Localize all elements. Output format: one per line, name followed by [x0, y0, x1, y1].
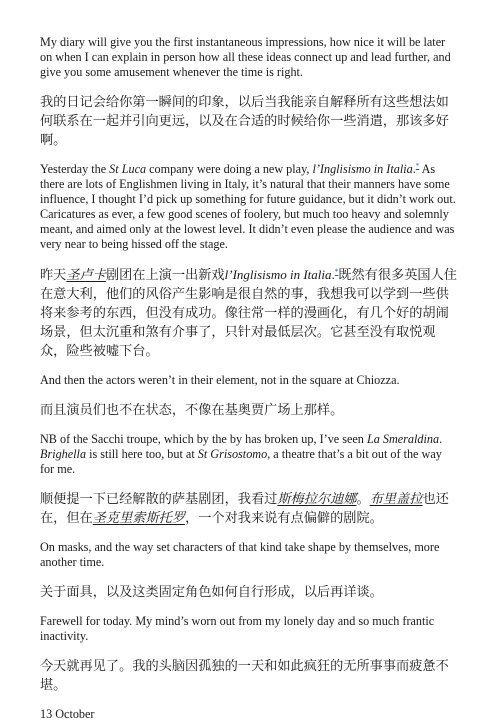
paragraph-4-chinese	[40, 490, 458, 528]
text-run: 既然有很多英国人住在意大利，他们的风俗产生影响是很自然的事，我想我可以学到一些供将来参考的东西，但没有成功。像往常一样的漫画化，有几个好的胡闹场景，但太沉重和煞有介事了，只针对最低层次。它甚至没有取悦观众，险些被嘘下台。	[40, 268, 457, 359]
text-run: Yesterday the	[40, 162, 110, 176]
text-run: 。	[356, 492, 370, 507]
paragraph-4-english	[40, 432, 458, 477]
company-name: St Luca	[109, 162, 147, 176]
paragraph-1-chinese: 我的日记会给你第一瞬间的印象，以后当我能亲自解释所有这些想法如何联系在一起并引向更远，以及在合适的时候给你一些消遣，那该多好啊。	[40, 95, 449, 148]
paragraph-2-chinese	[40, 265, 458, 361]
text-run: company were doing a new play,	[146, 162, 313, 176]
text-run: 顺便提一下已经解散的萨基剧团，我看过	[40, 492, 278, 507]
play-title: l’Inglisismo in Italia	[312, 162, 413, 176]
paragraph-3-english: And then the actors weren’t in their element, not in the square at Chiozza.	[40, 373, 400, 387]
paragraph-5-chinese: 关于面具，以及这类固定角色如何自行形成，以后再详谈。	[40, 585, 383, 600]
text-run: , a theatre that’s a bit out of the way for me.	[40, 447, 442, 476]
paragraph-6-chinese: 今天就再见了。我的头脑因孤独的一天和如此疯狂的无所事事而疲惫不堪。	[40, 659, 449, 693]
paragraph-2-english	[40, 162, 458, 252]
paragraph-1-english: My diary will give you the first instantaneous impressions, how nice it will be later on when I can explain in person how all these ideas connect up and lead further, and give you some amusement whenever the time is right.	[40, 35, 451, 79]
text-run: 剧团在上演一出新戏	[105, 268, 225, 283]
text-run: .	[331, 267, 335, 282]
play-title: La Smeraldina	[366, 432, 440, 446]
paragraph-3-chinese: 而且演员们也不在状态，不像在基奥贾广场上那样。	[40, 403, 344, 418]
text-run: As there are lots of Englishmen living in Italy, it’s natural that their manners have some influence, I thought I’d pick up something for future guidance, but it didn’t work out. Caricatures as ever, a few good scenes of foolery, but much too heavy and solemnly meant, and aimed only at the lowest level. It didn’t even please the audience and was very near to being hissed off the stage.	[40, 162, 456, 251]
company-name: 圣卢卡	[66, 268, 106, 283]
text-run: is still here too, but at	[86, 447, 198, 461]
text-run: ，一个对我来说有点偏僻的剧院。	[185, 511, 383, 526]
footnote-link[interactable]: *	[334, 267, 339, 276]
character-name: 布里盖拉	[369, 492, 423, 507]
text-run: NB of the Sacchi troupe, which by the by has broken up, I’ve seen	[40, 432, 367, 446]
play-title: 斯梅拉尔迪娜	[277, 492, 357, 507]
paragraph-5-english: On masks, and the way set characters of that kind take shape by themselves, more another time.	[40, 540, 440, 569]
footnote-link[interactable]: *	[415, 161, 420, 170]
text-run: .	[412, 162, 416, 176]
text-run: .	[439, 432, 443, 446]
character-name: Brighella	[40, 447, 87, 461]
text-run: 也还在，但在	[40, 492, 449, 526]
play-title: l’Inglisismo in Italia	[224, 267, 332, 282]
theatre-name: St Grisostomo	[197, 447, 268, 461]
theatre-name: 圣克里索斯托罗	[92, 511, 186, 526]
diary-date: 13 October	[40, 707, 95, 721]
paragraph-6-english: Farewell for today. My mind’s worn out from my lonely day and so much frantic inactivity.	[40, 614, 435, 643]
text-run: 昨天	[40, 268, 67, 283]
